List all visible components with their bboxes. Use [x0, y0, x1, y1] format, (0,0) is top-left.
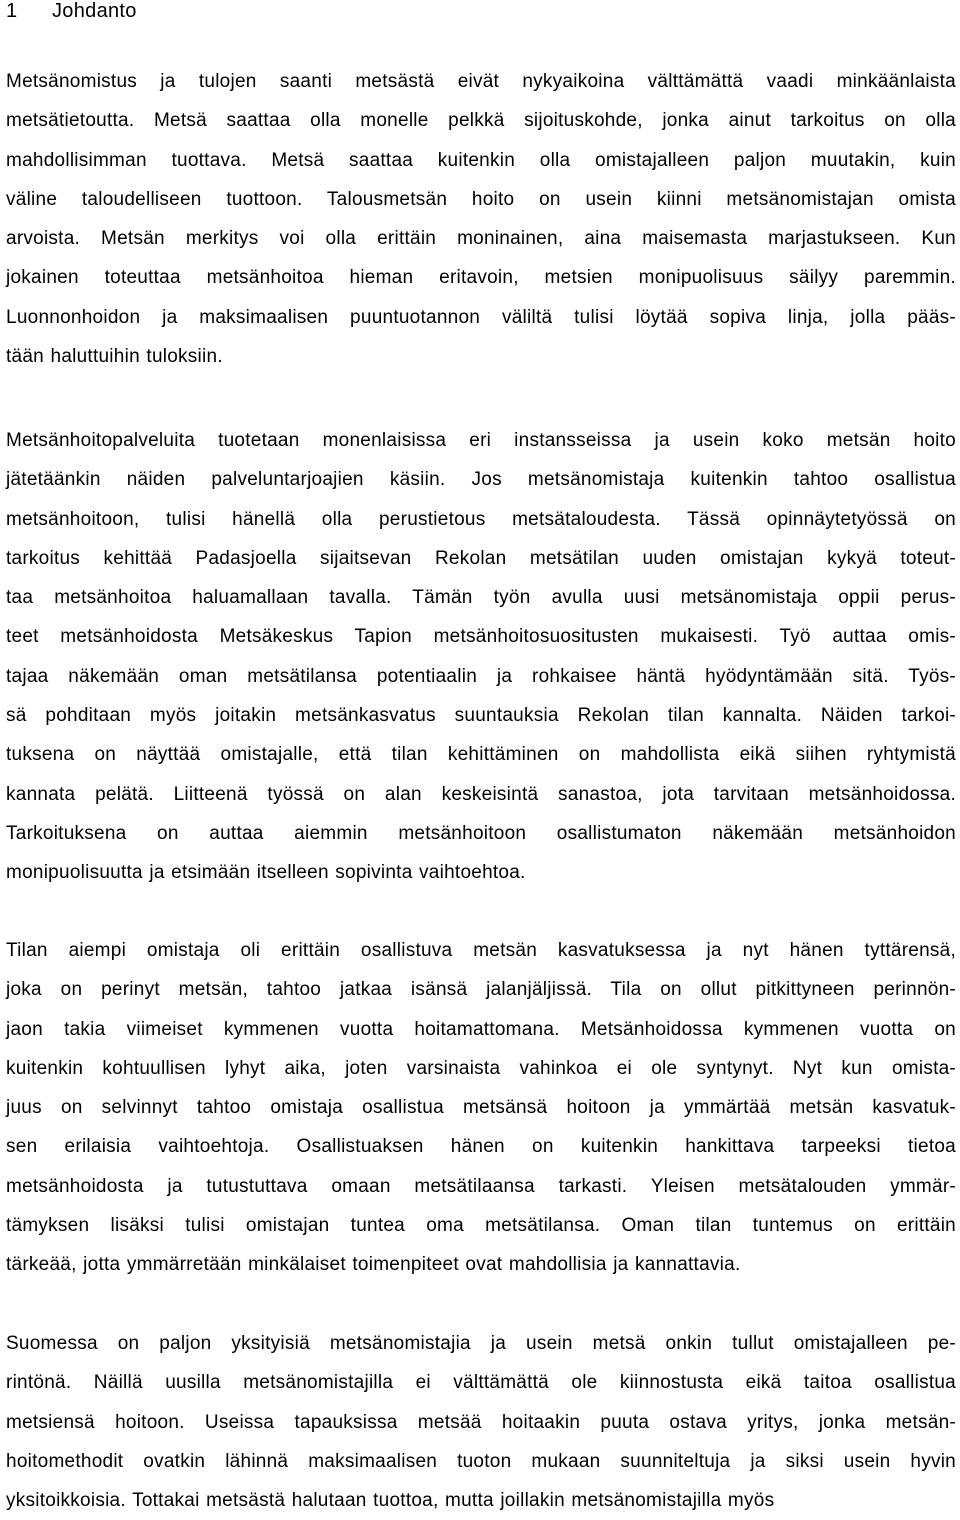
text-line: jokainen toteuttaa metsänhoitoa hieman eritavoin, metsien monipuolisuus säilyy paremmin. [6, 267, 956, 289]
text-line: tään haluttuihin tuloksiin. [6, 346, 223, 368]
text-line: Metsänomistus ja tulojen saanti metsästä eivät nykyaikoina välttämättä vaadi minkäänlaista [6, 71, 956, 92]
text-line: yksitoikkoisia. Tottakai metsästä halutaan tuottoa, mutta joillakin metsänomistajilla myös [6, 1490, 775, 1512]
text-line: metsänhoidosta ja tutustuttava omaan metsätilaansa tarkasti. Yleisen metsätalouden ymmär- [6, 1175, 956, 1197]
text-line: mahdollisimman tuottava. Metsä saattaa kuitenkin olla omistajalleen paljon muutakin, kuin [6, 149, 956, 171]
text-line: sä pohditaan myös joitakin metsänkasvatus suuntauksia Rekolan tilan kannalta. Näiden tarkoi- [6, 705, 956, 727]
text-line: Metsänhoitopalveluita tuotetaan monenlaisissa eri instansseissa ja usein koko metsän hoito [6, 430, 956, 451]
text-line: metsänhoitoon, tulisi hänellä olla perustietous metsätaloudesta. Tässä opinnäytetyössä on [6, 508, 956, 530]
text-line: juus on selvinnyt tahtoo omistaja osallistua metsänsä hoitoon ja ymmärtää metsän kasvatuk- [6, 1097, 956, 1119]
text-line: arvoista. Metsän merkitys voi olla erittäin moninainen, aina maisemasta marjastukseen. Kun [6, 228, 956, 250]
text-line: kuitenkin kohtuullisen lyhyt aika, joten varsinaista vahinkoa ei ole syntynyt. Nyt kun omista- [6, 1057, 956, 1079]
text-line: kannata pelätä. Liitteenä työssä on alan keskeisintä sanastoa, jota tarvitaan metsänhoidossa. [6, 783, 956, 805]
section-number: 1 [6, 0, 18, 22]
section-heading [6, 0, 137, 24]
text-line: tarkoitus kehittää Padasjoella sijaitsevan Rekolan metsätilan uuden omistajan kykyä toteut- [6, 547, 956, 569]
paragraph-2 [6, 421, 956, 893]
text-line: sen erilaisia vaihtoehtoja. Osallistuaksen hänen on kuitenkin hankittava tarpeeksi tietoa [6, 1136, 956, 1158]
text-line: Tilan aiempi omistaja oli erittäin osallistuva metsän kasvatuksessa ja nyt hänen tyttärensä, [6, 940, 956, 961]
text-line: taa metsänhoitoa haluamallaan tavalla. Tämän työn avulla uusi metsänomistaja oppii perus- [6, 587, 956, 609]
text-line: tajaa näkemään oman metsätilansa potentiaalin ja rohkaisee häntä hyödyntämään sitä. Työs- [6, 665, 956, 687]
text-line: rintönä. Näillä uusilla metsänomistajilla ei välttämättä ole kiinnostusta eikä taitoa osallistua [6, 1372, 956, 1394]
text-line: metsätietoutta. Metsä saattaa olla monelle pelkkä sijoituskohde, jonka ainut tarkoitus on olla [6, 110, 956, 132]
text-line: Tarkoituksena on auttaa aiemmin metsänhoitoon osallistumaton näkemään metsänhoidon [6, 822, 956, 844]
text-line: hoitomethodit ovatkin lähinnä maksimaalisen tuoton mukaan suunniteltuja ja siksi usein hyvin [6, 1450, 956, 1472]
text-line: teet metsänhoidosta Metsäkeskus Tapion metsänhoitosuositusten mukaisesti. Työ auttaa omis- [6, 626, 956, 648]
paragraph-1 [6, 62, 956, 376]
text-line: tämyksen lisäksi tulisi omistajan tuntea oma metsätilansa. Oman tilan tuntemus on erittäin [6, 1215, 956, 1237]
section-title: Johdanto [52, 0, 137, 22]
paragraph-3 [6, 931, 956, 1285]
text-line: tärkeää, jotta ymmärretään minkälaiset toimenpiteet ovat mahdollisia ja kannattavia. [6, 1254, 741, 1276]
text-line: joka on perinyt metsän, tahtoo jatkaa isänsä jalanjäljissä. Tila on ollut pitkittyneen perinnön- [6, 979, 956, 1001]
paragraph-4 [6, 1324, 956, 1520]
text-line: tuksena on näyttää omistajalle, että tilan kehittäminen on mahdollista eikä siihen ryhtymistä [6, 744, 956, 766]
text-line: metsiensä hoitoon. Useissa tapauksissa metsää hoitaakin puuta ostava yritys, jonka metsän- [6, 1411, 956, 1433]
text-line: monipuolisuutta ja etsimään itselleen sopivinta vaihtoehtoa. [6, 862, 526, 884]
text-line: Suomessa on paljon yksityisiä metsänomistajia ja usein metsä onkin tullut omistajalleen pe- [6, 1333, 956, 1354]
text-line: jaon takia viimeiset kymmenen vuotta hoitamattomana. Metsänhoidossa kymmenen vuotta on [6, 1018, 956, 1040]
text-line: jätetäänkin näiden palveluntarjoajien käsiin. Jos metsänomistaja kuitenkin tahtoo osallistua [6, 469, 956, 491]
text-line: väline taloudelliseen tuottoon. Talousmetsän hoito on usein kiinni metsänomistajan omista [6, 188, 956, 210]
text-line: Luonnonhoidon ja maksimaalisen puuntuotannon väliltä tulisi löytää sopiva linja, jolla pääs- [6, 306, 956, 328]
